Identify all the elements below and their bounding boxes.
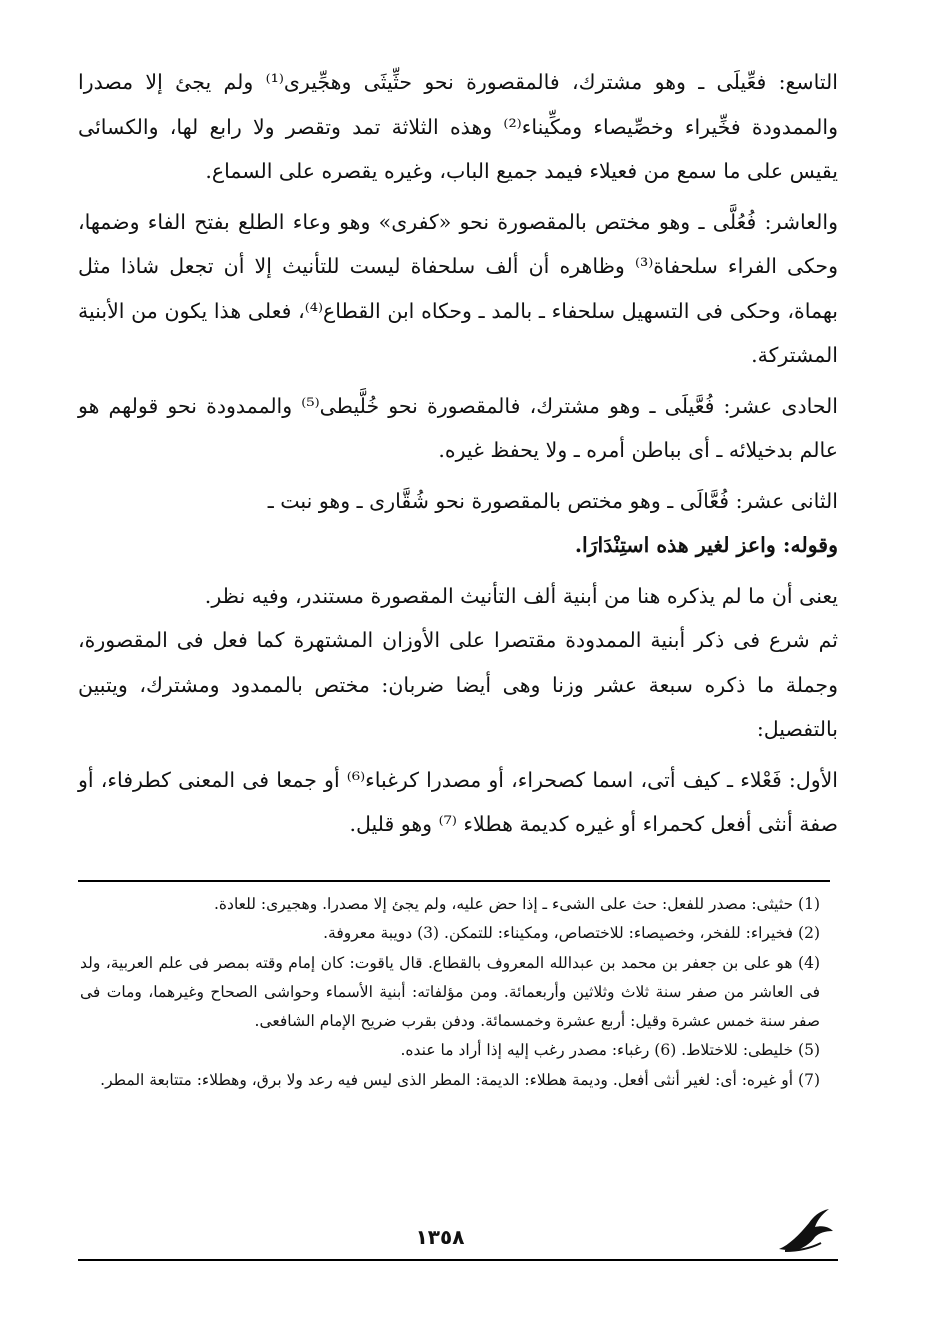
paragraph-mamduda-intro: ثم شرع فى ذكر أبنية الممدودة مقتصرا على الأوزان المشتهرة كما فعل فى المقصورة، وجملة ما ذكره سبعة عشر وزنا وهى أيضا ضربان: مختص بالممدود ومشترك، ويتبين بالتفصيل: xyxy=(78,628,838,741)
publisher-logo-icon xyxy=(775,1205,837,1257)
paragraph-eleventh: الحادى عشر: فُعَّيلَى ـ وهو مشترك، فالمقصورة نحو خُلَّيطى⁽⁵⁾ والممدودة نحو قولهم هو عالم بدخيلائه ـ أى بباطن أمره ـ ولا يحفظ غيره. xyxy=(78,393,838,462)
paragraph-ninth: التاسع: فعِّيلَى ـ وهو مشترك، فالمقصورة نحو حثِّيثَى وهجِّيرى⁽¹⁾ ولم يجئ إلا مصدرا والممدودة فخِّيراء وخصِّيصاء ومكِّيناء⁽²⁾ وهذه الثلاثة تمد وتقصر ولا رابع لها، والكسائى يقيس على ما سمع من فعيلاء فيمد جميع الباب، وغيره يقصره على السماع. xyxy=(78,70,838,183)
bottom-rule xyxy=(78,1259,838,1261)
paragraph-twelfth: الثانى عشر: فُعَّالَى ـ وهو مختص بالمقصورة نحو شُقَّارى ـ وهو نبت ـ xyxy=(267,488,838,513)
footnote-5-6: (5) خليطى: للاختلاط. (6) رغباء: مصدر رغب إليه إذا أراد ما عنده. xyxy=(400,1041,820,1060)
paragraph-first-form: الأول: فَعْلاء ـ كيف أتى، اسما كصحراء، أو مصدرا كرغباء⁽⁶⁾ أو جمعا فى المعنى كطرفاء، أو صفة أنثى أفعل كحمراء أو غيره كديمة هطلاء ⁽⁷⁾ وهو قليل. xyxy=(78,767,839,836)
main-text xyxy=(78,60,838,847)
footnote-2-3: (2) فخيراء: للفخر، وخصيصاء: للاختصاص، ومكيناء: للتمكن. (3) دويبة معروفة. xyxy=(323,924,820,943)
paragraph-tenth: والعاشر: فُعُلَّى ـ وهو مختص بالمقصورة نحو «كفرى» وهو وعاء الطلع بفتح الفاء وضمها، وحكى الفراء سلحفاة⁽³⁾ وظاهره أن ألف سلحفاة ليست للتأنيث إلا أن تجعل شاذا مثل بهماة، وحكى فى التسهيل سلحفاء ـ بالمد ـ وحكاه ابن القطاع⁽⁴⁾، فعلى هذا يكون من الأبنية المشتركة. xyxy=(78,209,839,367)
footnote-separator xyxy=(78,880,830,882)
footnote-7: (7) أو غيره: أى: لغير أنثى أفعل. وديمة هطلاء: الديمة: المطر الذى ليس فيه رعد ولا برق، وهطلاء: متتابعة المطر. xyxy=(100,1070,820,1089)
footnote-1: (1) حثيثى: مصدر للفعل: حث على الشىء ـ إذا حض عليه، ولم يجئ إلا مصدرا. وهجيرى: للعادة. xyxy=(214,895,820,913)
paragraph-commentary: يعنى أن ما لم يذكره هنا من أبنية ألف التأنيث المقصورة مستندر، وفيه نظر. xyxy=(204,583,838,608)
verse-quote: وقوله: واعز لغير هذه استِنْدَارَا. xyxy=(574,533,838,557)
footnotes xyxy=(80,890,820,1095)
footnote-4: (4) هو على بن جعفر بن محمد بن عبدالله المعروف بالقطاع. قال ياقوت: كان إمام وقته بمصر فى علم العربية، ولد فى العاشر من صفر سنة ثلاث وثلاثين وأربعمائة. ومن مؤلفاته: أبنية الأسماء وحواشى الصحاح وغيرهما، ومات فى صفر سنة خمس عشرة وقيل: أربع عشرة وخمسمائة. ودفن بقرب ضريح الإمام الشافعى. xyxy=(80,953,820,1031)
page-number: ١٣٥٨ xyxy=(415,1225,465,1249)
